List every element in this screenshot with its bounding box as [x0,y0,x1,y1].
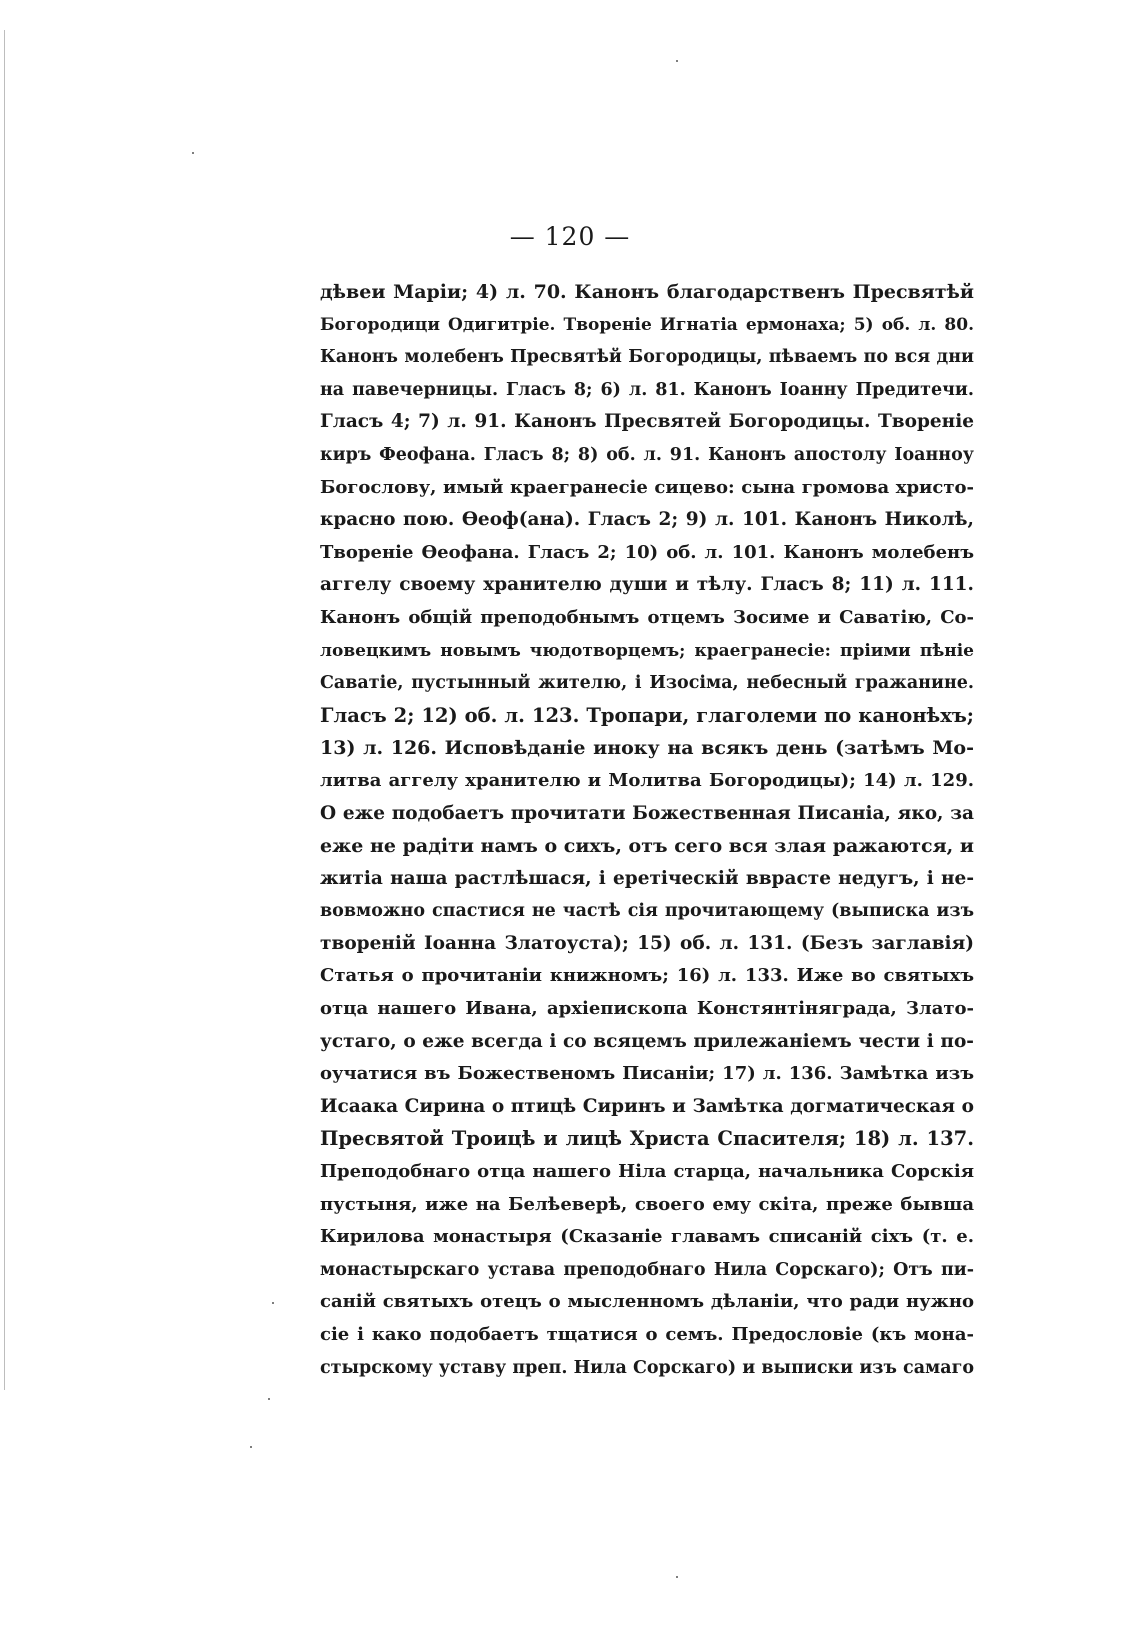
text-line: пустыня, иже на Белѣеверѣ, своего ему скіта, преже бывша [320,1193,974,1215]
text-line: аггелу своему хранителю души и тѣлу. Гласъ 8; 11) л. 111. [320,574,974,596]
text-line: Гласъ 4; 7) л. 91. Канонъ Пресвятей Богородицы. Твореніе [320,411,974,433]
text-line: киръ Феофана. Гласъ 8; 8) об. л. 91. Канонъ апостолу Іоанноу [320,444,974,465]
scan-speck [272,1302,274,1304]
text-line: красно пою. Ѳеоф(ана). Гласъ 2; 9) л. 101. Канонъ Николѣ, [320,509,974,531]
text-line: 13) л. 126. Исповѣданіе иноку на всякъ день (затѣмъ Мо- [320,737,974,760]
page-number: — 120 — [509,222,631,251]
body-text [320,276,974,1384]
text-line: отца нашего Ивана, архіепископа Констянтіняграда, Злато- [320,998,974,1020]
text-line: Канонъ молебенъ Пресвятѣй Богородицы, пѣваемъ по вся дни [320,347,974,368]
text-line: Гласъ 2; 12) об. л. 123. Тропари, глаголеми по канонѣхъ; [320,703,974,727]
text-line: сіе і како подобаетъ тщатися о семъ. Предословіе (къ мона- [320,1324,974,1345]
scan-speck [250,1446,252,1448]
text-line: устаго, о еже всегда і со всяцемъ прилежаніемъ чести і по- [320,1030,974,1052]
text-line: монастырскаго устава преподобнаго Нила Сорскаго); Отъ пи- [320,1259,974,1280]
text-line: твореній Іоанна Златоуста); 15) об. л. 131. (Безъ заглавія) [320,932,974,954]
text-line: Богослову, имый краегранесіе сицево: сына громова христо- [320,476,974,498]
text-line: О еже подобаетъ прочитати Божественная Писаніа, яко, за [320,802,974,824]
text-line: Исаака Сирина о птицѣ Сиринъ и Замѣтка догматическая о [320,1095,974,1117]
scan-speck [676,1576,678,1578]
text-line: Кирилова монастыря (Сказаніе главамъ списаній сіхъ (т. е. [320,1226,974,1248]
text-line: Твореніе Ѳеофана. Гласъ 2; 10) об. л. 101. Канонъ молебенъ [320,541,974,563]
scan-speck [192,152,194,154]
text-line: на павечерницы. Гласъ 8; 6) л. 81. Канонъ Іоанну Предитечи. [320,379,974,400]
text-line: Богородици Одигитріе. Твореніе Игнатіа ермонаха; 5) об. л. 80. [320,314,974,335]
text-line: вовможно спастися не частѣ сія прочитающему (выписка изъ [320,901,974,922]
text-line: еже не радіти намъ о сихъ, отъ сего вся злая ражаются, и [320,835,974,858]
scan-speck [268,1398,270,1400]
text-line: ловецкимъ новымъ чюдотворцемъ; краегранесіе: пріими пѣніе [320,640,974,661]
text-line: Канонъ общій преподобнымъ отцемъ Зосиме и Саватію, Со- [320,606,974,628]
text-line: Преподобнаго отца нашего Ніла старца, начальника Сорскія [320,1161,974,1183]
text-line: стырскому уставу преп. Нила Сорскаго) и выписки изъ самаго [320,1357,974,1378]
text-line: житіа наша растлѣшася, і еретіческій вврасте недугъ, і не- [320,867,974,889]
text-line: Статья о прочитаніи книжномъ; 16) л. 133. Иже во святыхъ [320,965,974,987]
text-line: Саватіе, пустынный жителю, і Изосіма, небесный гражанине. [320,673,974,694]
text-line: литва аггелу хранителю и Молитва Богородицы); 14) л. 129. [320,769,974,791]
text-line: Пресвятой Троицѣ и лицѣ Христа Спасителя; 18) л. 137. [320,1127,974,1151]
text-line: саній святыхъ отецъ о мысленномъ дѣланіи, что ради нужно [320,1291,974,1313]
text-line: оучатися въ Божественомъ Писаніи; 17) л. 136. Замѣтка изъ [320,1063,974,1085]
scan-speck [676,60,678,62]
text-line: дѣвеи Маріи; 4) л. 70. Канонъ благодарственъ Пресвятѣй [320,281,974,303]
